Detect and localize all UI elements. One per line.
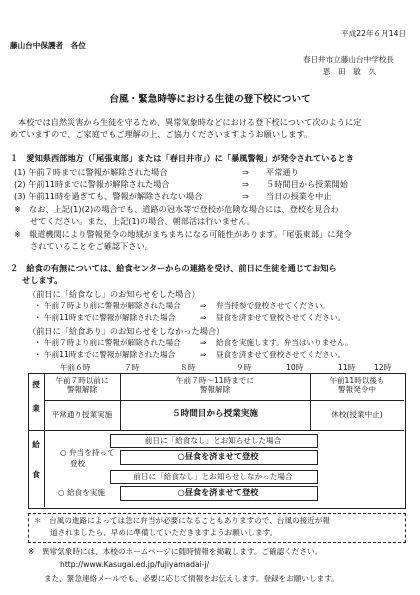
timeline-tick-8: ８時: [180, 363, 196, 372]
meal-bento-line-2: 登校: [70, 459, 86, 468]
section1-heading: [10, 154, 354, 162]
col2-head-line-2: 警報解除: [199, 385, 231, 395]
section1-item-2-label: (2) 午前11時までに警報が解除された場合: [14, 179, 170, 189]
intro-line-2: めていますので、ご家庭でもご理解の上、ご協力くださいますようお願いします。: [10, 129, 313, 139]
page-title: 台風・緊急時等における生徒の登下校について: [109, 94, 311, 105]
intro-line-1: 本校では自然災害から生徒を守るため、異常気象時などにおける登下校について次のように定: [18, 117, 362, 127]
col1-head-line-1: 午前７時以前に: [55, 376, 109, 385]
section1-note1-line-2: せてください。また、上記(1)の場合、朝部活は行いません。: [30, 216, 255, 226]
timeline-tick-9: ９時: [236, 363, 252, 372]
timeline-tick-10: 10時: [286, 363, 304, 372]
section2-sub2-item-1-result: 給食を実施します。弁当はいりません。: [216, 338, 353, 347]
section2-sub1-item-1-label: ・ 午前７時より前に警報が解除された場合: [34, 301, 181, 310]
recipient: 藤山台中保護者 各位: [10, 41, 86, 50]
timeline-tick-6: 午前６時: [60, 363, 91, 372]
footer-note1-line-1: ＊ 台風の進路によっては急に弁当が必要になることもありますので、台風の接近が報: [34, 516, 330, 525]
section1-heading-bold: 暴風警報: [231, 153, 264, 163]
col3-value: 休校(授業中止): [331, 410, 383, 419]
meal-notice-none: 前日に「給食なし」とお知らせした場合: [144, 436, 282, 445]
section1-item-1-label: (1) 午前７時までに警報が解除された場合: [14, 167, 168, 177]
section1-item-2-result: ５時間目から授業開始: [266, 179, 348, 189]
meal-serve: ○ 給食を実施: [58, 488, 106, 497]
meal-lunch-done-2: ○昼食を済ませて登校: [177, 487, 259, 497]
section2-sub1-item-2-label: ・ 午前11時までに警報が解除された場合: [34, 313, 176, 322]
col2-head: [120, 376, 310, 394]
meal-notice-yes: 前日に「給食なし」とお知らせしなかった場合: [133, 472, 293, 481]
section1-item-3-label: (3) 午前11時を過ぎても、警報が解除されない場合: [14, 191, 203, 201]
col1-head-line-2: 警報解除: [66, 385, 98, 395]
section2-heading-line-2: せします。: [22, 275, 63, 285]
section1-note2-line-1: ※ 報道機関により警報発令の地域がまちまちになる可能性があります。「尾張東部」に発令: [14, 229, 352, 239]
section1-heading-post: 」が発令されているとき: [263, 153, 354, 163]
section1-heading-pre: １ 愛知県西部地方（「尾張東部」または「春日井市」）に「: [10, 153, 232, 163]
section1-item-1-result: 平常通り: [266, 167, 299, 177]
arrow-icon: ⇒: [200, 301, 207, 310]
arrow-icon: ⇒: [242, 167, 249, 177]
section2-sub2: （前日に「給食あり」のお知らせをしなかった場合）: [28, 326, 225, 336]
section2-sub2-item-2-result: 昼食を済ませて登校させてください。: [216, 350, 346, 359]
arrow-icon: ⇒: [200, 313, 207, 322]
section2-heading-line-1: ２ 給食の有無については、給食センターからの連絡を受け、前日に生徒を通じてお知ら: [10, 263, 337, 273]
arrow-icon: ⇒: [200, 350, 207, 359]
timeline-tick-7: ７時: [124, 363, 140, 372]
row-label-meal-1: 給: [32, 440, 40, 449]
col1-head: [44, 376, 120, 394]
row-label-meal-2: 食: [32, 470, 40, 479]
date: 平成22年６月14日: [341, 29, 406, 38]
section2-sub1-item-2-result: 昼食を済ませて登校させてください。: [216, 313, 346, 322]
section2-sub2-item-2-label: ・ 午前11時までに警報が解除された場合: [34, 350, 176, 359]
row-label-class-2: 業: [32, 404, 40, 413]
col1-value: 平常通り授業実施: [51, 410, 113, 419]
col2-head-line-1: 午前７時～11時までに: [175, 376, 254, 385]
timeline-tick-11: 11時: [338, 363, 356, 372]
section2-sub1-item-1-result: 弁当持参で登校させてください。: [216, 301, 330, 310]
meal-lunch-done-1: ○昼食を済ませて登校: [177, 451, 259, 461]
footer-note2: ※ 異常気象時には、本校のホームページに随時情報を掲載します。ご確認ください。: [28, 547, 323, 556]
footer-note1-line-2: 道されましたら、早めに準備していただきますようお願いします。: [50, 528, 278, 537]
principal-name: 恩 田 敏 久: [322, 67, 376, 76]
section1-note2-line-2: されていることをご確認下さい。: [30, 241, 153, 251]
timeline-tick-12: 12時: [374, 363, 392, 372]
col3-head: [310, 376, 404, 394]
school-name: 春日井市立藤山台中学校長: [302, 55, 394, 64]
arrow-icon: ⇒: [242, 179, 249, 189]
footer-note3: また、緊急連絡メールでも、必要に応じて情報をお伝えします。登録をお願いします。: [44, 574, 339, 583]
section1-note1-line-1: ※ なお、上記(1)(2)の場合でも、道路の冠水等で登校が危険な場合には、登校を見合わ: [14, 204, 339, 214]
section2-sub1: （前日に「給食なし」のお知らせをした場合）: [28, 289, 200, 299]
meal-bento-line-1: ○ 弁当を持って: [60, 448, 115, 457]
section2-sub2-item-1-label: ・ 午前７時より前に警報が解除された場合: [34, 338, 181, 347]
arrow-icon: ⇒: [200, 338, 207, 347]
section1-item-3-result: 当日の授業を中止: [266, 191, 332, 201]
homepage-link[interactable]: http://www.Kasugai.ed.jp/fujiyamadai-j/: [60, 560, 210, 569]
row-label-class-1: 授: [32, 380, 40, 389]
col3-head-line-2: 警報発令中: [338, 385, 376, 395]
arrow-icon: ⇒: [242, 191, 249, 201]
col3-head-line-1: 午前11時以後も: [329, 376, 385, 385]
col2-value: ５時間目から授業実施: [172, 409, 258, 419]
